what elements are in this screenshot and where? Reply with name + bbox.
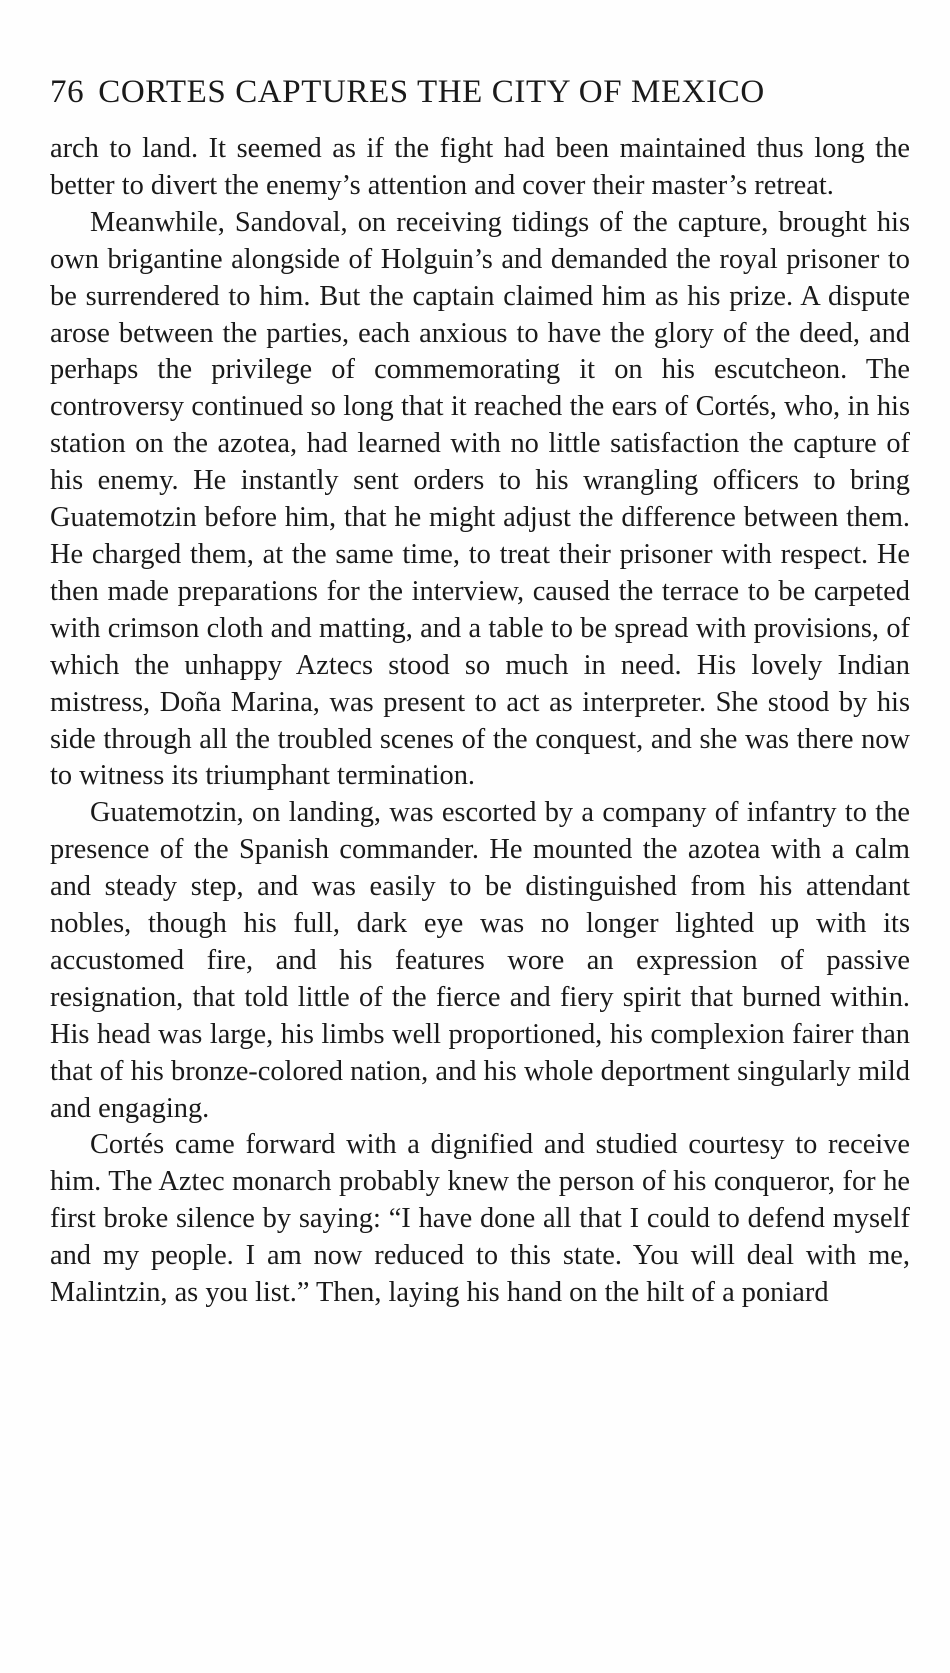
paragraph-sandoval: Meanwhile, Sandoval, on receiving tidings of the capture, brought his own brigantine alongside of Holguin’s and demanded the royal prisoner to be surrendered to him. But the captain claimed him as his prize. A dispute arose between the parties, each anxious to have the glory of the deed, and perhaps the privilege of commemorating it on his escutcheon. The controversy continued so long that it reached the ears of Cortés, who, in his station on the azotea, had learned with no little satisfaction the capture of his enemy. He instantly sent orders to his wrangling officers to bring Guatemotzin before him, that he might adjust the difference between them. He charged them, at the same time, to treat their prisoner with respect. He then made preparations for the interview, caused the terrace to be carpeted with crimson cloth and matting, and a table to be spread with provisions, of which the unhappy Aztecs stood so much in need. His lovely Indian mistress, Doña Marina, was present to act as interpreter. She stood by his side through all the troubled scenes of the conquest, and she was there now to witness its triumphant termination.: [50, 206, 910, 792]
page-number: 76: [50, 74, 85, 110]
paragraph-guatemotzin: Guatemotzin, on landing, was escorted by a company of infantry to the presence of the Spanish commander. He mounted the azotea with a calm and steady step, and was easily to be distinguished from his attendant nobles, though his full, dark eye was no longer lighted up with its accustomed fire, and his features wore an expression of passive resignation, that told little of the fierce and fiery spirit that burned within. His head was large, his limbs well proportioned, his complexion fairer than that of his bronze-colored nation, and his whole deportment singularly mild and engaging.: [50, 797, 910, 1124]
body-text: [50, 131, 910, 1312]
paragraph-cortes: Cortés came forward with a dignified and studied courtesy to receive him. The Aztec monarch probably knew the person of his conqueror, for he first broke silence by saying: “I have done all that I could to defend myself and my people. I am now reduced to this state. You will deal with me, Malintzin, as you list.” Then, laying his hand on the hilt of a poniard: [50, 1129, 910, 1309]
paragraph-continuation: arch to land. It seemed as if the fight had been maintained thus long the better to divert the enemy’s attention and cover their master’s retreat.: [50, 133, 910, 201]
running-title: CORTES CAPTURES THE CITY OF MEXICO: [98, 74, 765, 110]
running-header: [50, 72, 910, 112]
